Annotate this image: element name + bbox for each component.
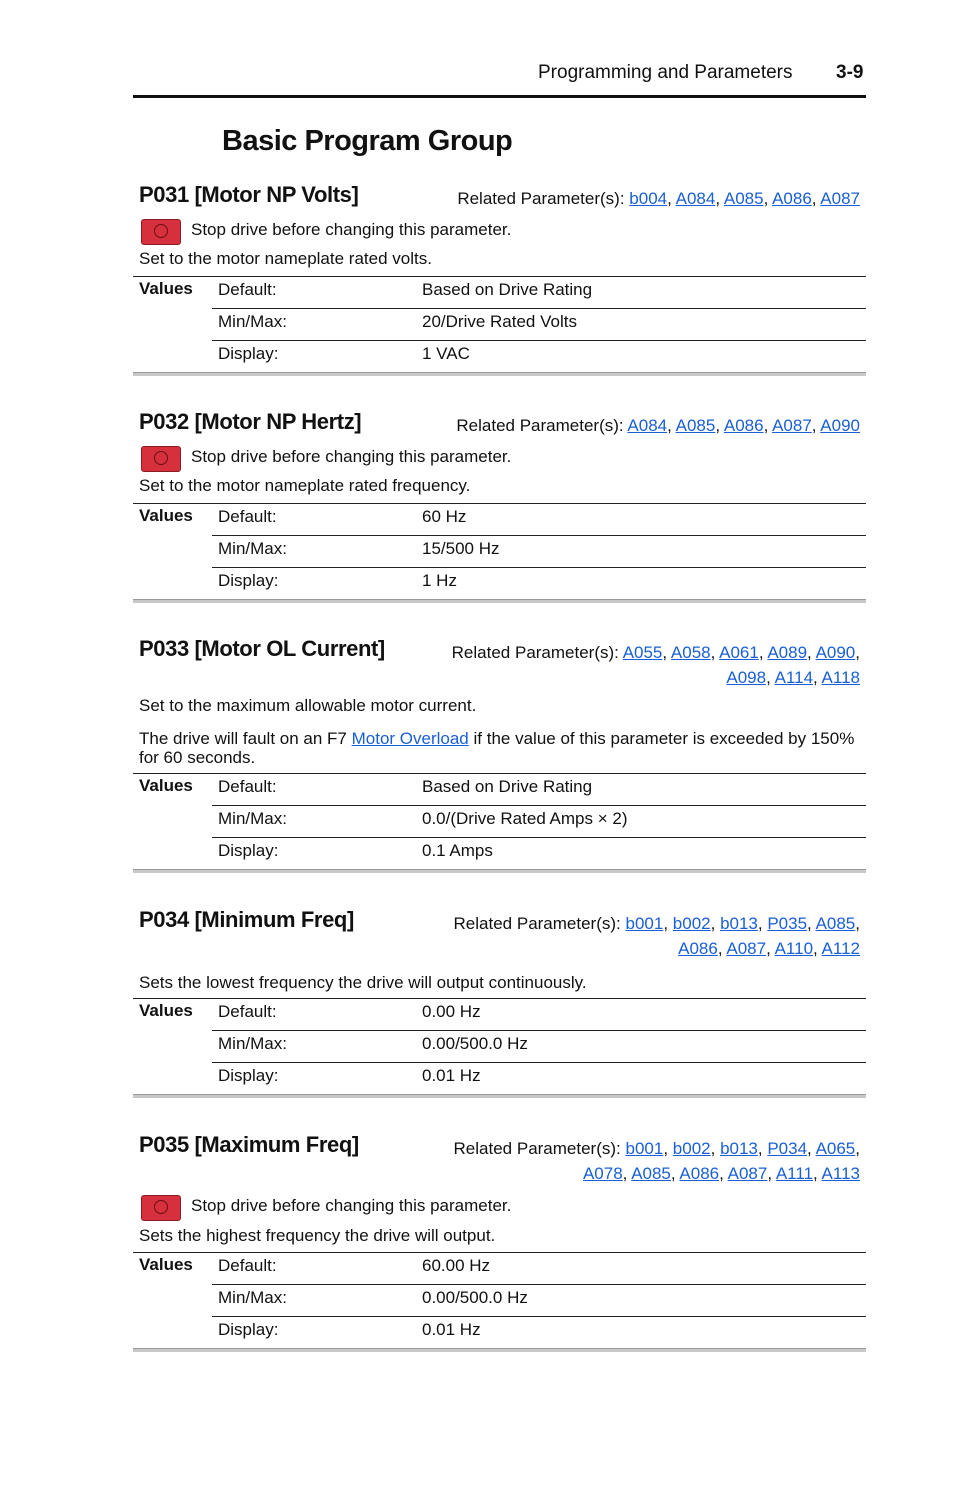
row-value: 0.01 Hz xyxy=(422,1320,481,1339)
row-key: Display: xyxy=(218,344,279,363)
values-label: Values xyxy=(139,1255,193,1274)
param-description: Set to the maximum allowable motor current. xyxy=(139,696,477,715)
related-params: Related Parameter(s): b004, A084, A085, A086, A087 xyxy=(457,189,860,208)
related-link[interactable]: A078 xyxy=(582,1164,623,1183)
related-link[interactable]: A113 xyxy=(821,1164,860,1183)
related-label: Related Parameter(s): xyxy=(453,914,621,933)
related-link[interactable]: A087 xyxy=(820,189,860,208)
page-number: 3-9 xyxy=(836,62,864,83)
related-link[interactable]: A114 xyxy=(774,668,814,687)
row-default xyxy=(212,503,866,535)
related-link[interactable]: b001 xyxy=(625,1139,664,1158)
running-header-title: Programming and Parameters xyxy=(538,62,793,83)
related-link[interactable]: A098 xyxy=(726,668,767,687)
row-key: Default: xyxy=(218,777,277,796)
related-link[interactable]: b002 xyxy=(672,914,711,933)
param-title: P032 [Motor NP Hertz] xyxy=(139,409,362,434)
related-link[interactable]: A086 xyxy=(723,416,764,435)
related-link[interactable]: A065 xyxy=(815,1139,856,1158)
row-key: Min/Max: xyxy=(218,1034,287,1053)
values-label: Values xyxy=(139,1001,193,1020)
row-key: Default: xyxy=(218,1256,277,1275)
related-link[interactable]: A085 xyxy=(631,1164,671,1183)
param-title: P035 [Maximum Freq] xyxy=(139,1132,359,1157)
related-link[interactable]: A058 xyxy=(670,643,711,662)
row-display xyxy=(212,1316,866,1348)
row-key: Min/Max: xyxy=(218,1288,287,1307)
related-link[interactable]: A086 xyxy=(679,1164,720,1183)
related-link[interactable]: A087 xyxy=(726,939,767,958)
values-label: Values xyxy=(139,506,193,525)
row-value: 15/500 Hz xyxy=(422,539,500,558)
row-value: 1 Hz xyxy=(422,571,457,590)
stop-sign-icon xyxy=(141,446,181,472)
row-value: 0.01 Hz xyxy=(422,1066,481,1085)
row-value: 0.1 Amps xyxy=(422,841,493,860)
related-label: Related Parameter(s): xyxy=(457,189,625,208)
row-minmax xyxy=(212,1284,866,1316)
row-value: 20/Drive Rated Volts xyxy=(422,312,577,331)
row-value: Based on Drive Rating xyxy=(422,280,593,299)
related-link[interactable]: P034 xyxy=(767,1139,808,1158)
related-link[interactable]: b001 xyxy=(625,914,664,933)
row-minmax xyxy=(212,308,866,340)
param-title: P034 [Minimum Freq] xyxy=(139,907,354,932)
row-key: Default: xyxy=(218,1002,277,1021)
related-params: Related Parameter(s): b001, b002, b013, P034, A065, A078, A085, A086, A087, A111, A113 xyxy=(453,1139,860,1183)
fault-note xyxy=(139,729,861,767)
fault-note-text: if the value of this parameter is exceeded by 150% for 60 seconds. xyxy=(139,729,855,767)
related-link[interactable]: A089 xyxy=(767,643,808,662)
row-value: 0.0/(Drive Rated Amps × 2) xyxy=(422,809,628,828)
param-title: P031 [Motor NP Volts] xyxy=(139,182,359,207)
param-description: Set to the motor nameplate rated volts. xyxy=(139,249,432,268)
row-value: 1 VAC xyxy=(422,344,470,363)
row-display xyxy=(212,340,866,372)
row-default xyxy=(212,276,866,308)
row-value: Based on Drive Rating xyxy=(422,777,593,796)
row-default xyxy=(212,773,866,805)
row-key: Display: xyxy=(218,1320,279,1339)
related-link[interactable]: A084 xyxy=(675,189,716,208)
row-minmax xyxy=(212,1030,866,1062)
values-label: Values xyxy=(139,776,193,795)
section-bottom-rule xyxy=(133,599,866,603)
row-key: Default: xyxy=(218,280,277,299)
param-description: Sets the highest frequency the drive will output. xyxy=(139,1226,496,1245)
related-link[interactable]: A086 xyxy=(772,189,812,208)
row-display xyxy=(212,567,866,599)
section-bottom-rule xyxy=(133,372,866,376)
row-value: 0.00/500.0 Hz xyxy=(422,1288,528,1307)
row-default xyxy=(212,998,866,1030)
related-link[interactable]: A111 xyxy=(775,1164,814,1183)
related-link[interactable]: A061 xyxy=(719,643,759,662)
row-display xyxy=(212,1062,866,1094)
header-rule xyxy=(133,95,866,98)
related-link[interactable]: A090 xyxy=(815,643,856,662)
stop-warning-text: Stop drive before changing this parameter. xyxy=(191,447,512,466)
related-label: Related Parameter(s): xyxy=(451,643,619,662)
row-key: Min/Max: xyxy=(218,539,287,558)
param-description: Sets the lowest frequency the drive will output continuously. xyxy=(139,973,587,992)
stop-sign-icon xyxy=(141,219,181,245)
related-link[interactable]: A087 xyxy=(727,1164,768,1183)
related-link[interactable]: b004 xyxy=(629,189,668,208)
related-params: Related Parameter(s): A055, A058, A061, A089, A090, A098, A114, A118 xyxy=(451,643,860,687)
related-link[interactable]: b013 xyxy=(720,1139,758,1158)
row-key: Display: xyxy=(218,571,279,590)
row-key: Default: xyxy=(218,507,277,526)
motor-overload-link[interactable]: Motor Overload xyxy=(351,729,469,748)
related-link[interactable]: b002 xyxy=(672,1139,711,1158)
section-bottom-rule xyxy=(133,1094,866,1098)
row-value: 0.00/500.0 Hz xyxy=(422,1034,528,1053)
related-link[interactable]: A112 xyxy=(821,939,860,958)
related-params: Related Parameter(s): b001, b002, b013, P035, A085, A086, A087, A110, A112 xyxy=(453,914,860,958)
related-label: Related Parameter(s): xyxy=(456,416,624,435)
related-link[interactable]: A085 xyxy=(675,416,716,435)
row-value: 0.00 Hz xyxy=(422,1002,481,1021)
related-link[interactable]: A087 xyxy=(772,416,812,435)
related-link[interactable]: A085 xyxy=(815,914,856,933)
related-link[interactable]: P035 xyxy=(767,914,808,933)
related-label: Related Parameter(s): xyxy=(453,1139,621,1158)
related-link[interactable]: A084 xyxy=(627,416,668,435)
stop-warning-text: Stop drive before changing this parameter. xyxy=(191,220,512,239)
row-key: Min/Max: xyxy=(218,312,287,331)
related-link[interactable]: A086 xyxy=(678,939,718,958)
group-title: Basic Program Group xyxy=(222,125,513,157)
row-key: Min/Max: xyxy=(218,809,287,828)
param-description: Set to the motor nameplate rated frequency. xyxy=(139,476,471,495)
related-params: Related Parameter(s): A084, A085, A086, A087, A090 xyxy=(456,416,860,435)
row-value: 60.00 Hz xyxy=(422,1256,491,1275)
section-bottom-rule xyxy=(133,869,866,873)
values-label: Values xyxy=(139,279,193,298)
row-display xyxy=(212,837,866,869)
stop-warning-text: Stop drive before changing this parameter. xyxy=(191,1196,512,1215)
param-title: P033 [Motor OL Current] xyxy=(139,636,385,661)
related-link[interactable]: A090 xyxy=(820,416,860,435)
section-bottom-rule xyxy=(133,1348,866,1352)
related-link[interactable]: A118 xyxy=(821,668,860,687)
row-minmax xyxy=(212,535,866,567)
related-link[interactable]: b013 xyxy=(720,914,758,933)
row-minmax xyxy=(212,805,866,837)
row-default xyxy=(212,1252,866,1284)
related-link[interactable]: A055 xyxy=(622,643,663,662)
related-link[interactable]: A110 xyxy=(774,939,814,958)
stop-sign-icon xyxy=(141,1195,181,1221)
row-key: Display: xyxy=(218,841,279,860)
fault-note-text: The drive will fault on an F7 xyxy=(139,729,352,748)
row-key: Display: xyxy=(218,1066,279,1085)
related-link[interactable]: A085 xyxy=(723,189,764,208)
row-value: 60 Hz xyxy=(422,507,467,526)
